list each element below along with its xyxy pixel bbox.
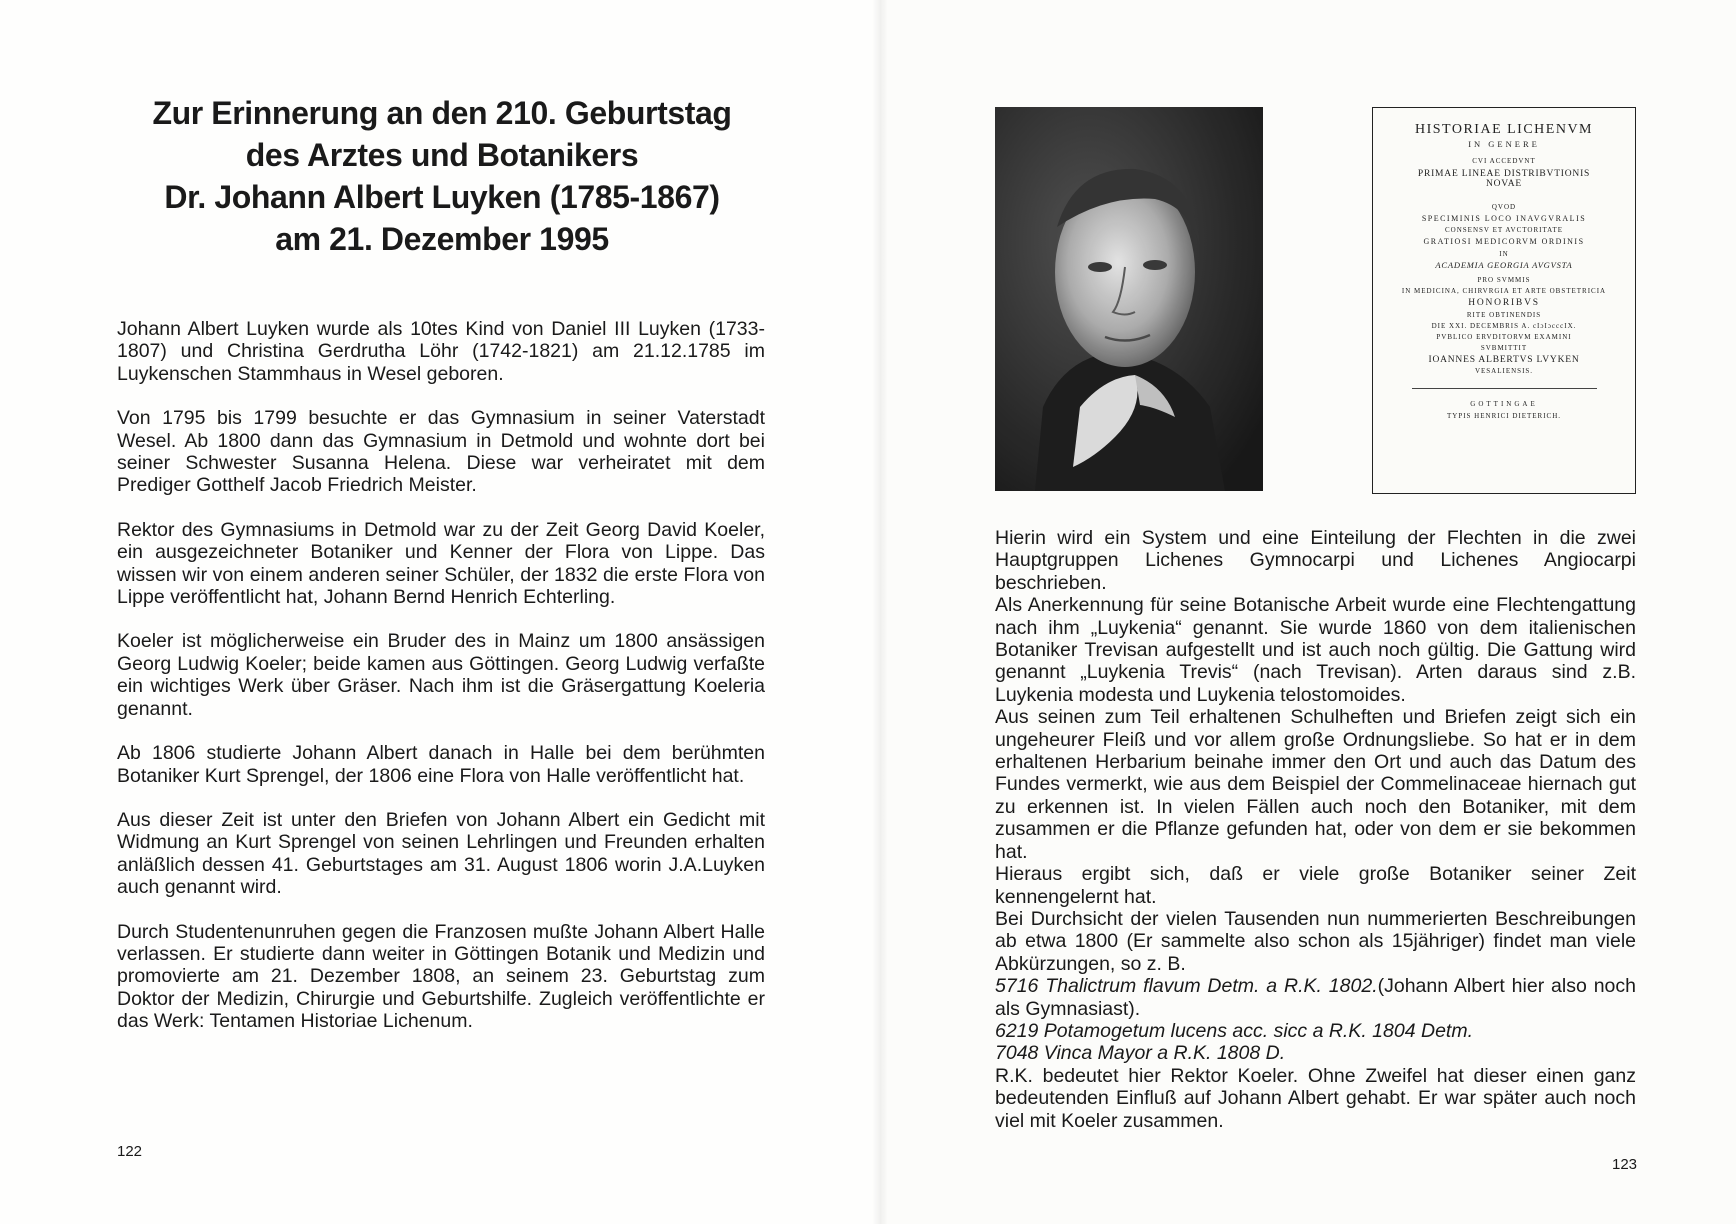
paragraph: Von 1795 bis 1799 besuchte er das Gymnasium in seiner Vaterstadt Wesel. Ab 1800 dann das Gymnasium in Detmold und wohnte dort bei seiner Schwester Susanna Helena. Diese war verheiratet mit dem Prediger Gotthelf Jacob Friedrich Meister. [117,407,765,497]
article-title [117,92,767,260]
title-page-line: IN GENERE [1468,139,1540,149]
title-page-line: IN [1499,250,1509,258]
example-entry [995,975,1636,1020]
paragraph: Hierin wird ein System und eine Einteilung der Flechten in die zwei Hauptgruppen Lichenes Gymnocarpi und Lichenes Angiocarpi beschrieben. [995,527,1636,594]
title-page-line: ACADEMIA GEORGIA AVGVSTA [1435,260,1573,270]
book-title-page [1372,107,1636,494]
title-page-line: DIE XXI. DECEMBRIS A. cIɔIɔcccIX. [1431,322,1577,330]
left-text-column [117,318,765,1055]
page-number-left: 122 [117,1143,143,1160]
title-page-line: SVBMITTIT [1480,344,1528,352]
title-page-line: IOANNES ALBERTVS LVYKEN [1428,355,1580,365]
title-line: des Arztes und Botanikers [245,137,639,173]
title-line: am 21. Dezember 1995 [275,221,609,257]
paragraph: Durch Studentenunruhen gegen die Franzosen mußte Johann Albert Halle verlassen. Er studierte dann weiter in Göttingen Botanik und Medizin und promovierte am 21. Dezember 1808, an seinem 23. Geburtstag zum Doktor der Medizin, Chirurgie und Geburtshilfe. Zugleich veröffentlichte er das Werk: Tentamen Historiae Lichenum. [117,920,765,1033]
paragraph: Ab 1806 studierte Johann Albert danach in Halle bei dem berühmten Botaniker Kurt Sprengel, der 1806 eine Flora von Halle veröffentlicht hat. [117,742,765,787]
paragraph: Aus seinen zum Teil erhaltenen Schulheften und Briefen zeigt sich ein ungeheurer Fleiß und vor allem große Ordnungsliebe. So hat er in dem erhaltenen Herbarium beinahe immer den Ort und auch das Datum des Fundes vermerkt, wie aus dem Beispiel der Commelinaceae hiernach gut zu erkennen ist. In vielen Fällen auch noch den Botaniker, mit dem zusammen er die Pflanze gefunden hat, oder von dem er sie bekommen hat. [995,706,1636,863]
title-page-line: PVBLICO ERVDITORVM EXAMINI [1436,333,1572,341]
title-page-line: SPECIMINIS LOCO INAVGVRALIS [1421,214,1587,223]
paragraph: Als Anerkennung für seine Botanische Arbeit wurde eine Flechtengattung nach ihm „Luykenia“ genannt. Sie wurde 1860 von dem italienischen Botaniker Trevisan aufgestellt und ist auch noch gültig. Die Gattung wird genannt „Luykenia Trevis“ (nach Trevisan). Arten daraus sind z.B. Luykenia modesta und Luykenia telostomoides. [995,594,1636,706]
paragraph: Bei Durchsicht der vielen Tausenden nun nummerierten Beschreibungen ab etwa 1800 (Er sammelte also schon als 15jähriger) findet man viele Abkürzungen, so z. B. [995,907,1636,975]
title-page-line: VESALIENSIS. [1474,367,1534,375]
page-gutter [872,0,888,1224]
title-page-line: GRATIOSI MEDICORVM ORDINIS [1423,237,1585,246]
paragraph: Rektor des Gymnasiums in Detmold war zu der Zeit Georg David Koeler, ein ausgezeichneter Botaniker und Kenner der Flora von Lippe. Das wissen wir von einem anderen seiner Schüler, der 1832 die erste Flora von Lippe veröffentlicht hat, Johann Bernd Henrich Echterling. [117,518,765,609]
paragraph: R.K. bedeutet hier Rektor Koeler. Ohne Zweifel hat dieser einen ganz bedeutenden Einfluß auf Johann Albert gehabt. Er war später auch noch viel mit Koeler zusammen. [995,1064,1636,1132]
title-page-line: PRO SVMMIS [1477,276,1531,284]
title-page-line: CVI ACCEDVNT [1472,157,1536,165]
title-page-line: QVOD [1491,203,1517,211]
paragraph: Hieraus ergibt sich, daß er viele große Botaniker seiner Zeit kennengelernt hat. [995,863,1636,908]
title-page-line: IN MEDICINA, CHIRVRGIA ET ARTE OBSTETRICIA [1401,287,1607,295]
title-line: Dr. Johann Albert Luyken (1785-1867) [164,179,720,215]
portrait-image [995,107,1263,491]
example-entry: 7048 Vinca Mayor a R.K. 1808 D. [995,1042,1286,1065]
paragraph: Aus dieser Zeit ist unter den Briefen von Johann Albert ein Gedicht mit Widmung an Kurt Sprengel von seinen Lehrlingen und Freunden erhalten anläßlich dessen 41. Geburtstages am 31. August 1806 worin J.A.Luyken auch genannt wird. [117,808,765,899]
title-page-line: GOTTINGAE [1470,400,1538,408]
title-line: Zur Erinnerung an den 210. Geburtstag [152,95,732,131]
paragraph: Johann Albert Luyken wurde als 10tes Kind von Daniel III Luyken (1733-1807) und Christina Gerdrutha Löhr (1742-1821) am 21.12.1785 im Luykenschen Stammhaus in Wesel geboren. [117,318,765,385]
title-page-line: CONSENSV ET AVCTORITATE [1445,226,1563,234]
title-page-line: HONORIBVS [1468,298,1540,308]
page-number-right: 123 [1612,1156,1638,1173]
title-page-line: PRIMAE LINEAE DISTRIBVTIONIS [1417,169,1591,179]
paragraph: Koeler ist möglicherweise ein Bruder des in Mainz um 1800 ansässigen Georg Ludwig Koeler; beide kamen aus Göttingen. Georg Ludwig verfaßte ein wichtiges Werk über Gräser. Nach ihm ist die Gräsergattung Koeleria genannt. [117,630,765,720]
title-page-line: TYPIS HENRICI DIETERICH. [1446,412,1562,420]
right-text-column [995,527,1636,1132]
example-italic: 5716 Thalictrum flavum Detm. a R.K. 1802. [995,975,1378,998]
portrait-drawing [995,107,1263,491]
title-page-line: HISTORIAE LICHENVM [1414,122,1593,137]
example-entry: 6219 Potamogetum lucens acc. sicc a R.K. 1804 Detm. [995,1019,1473,1042]
example-note: (Johann Albert hier also noch als Gymnasiast). [995,975,1636,1020]
title-page-rule [1412,388,1597,389]
title-page-line: RITE OBTINENDIS [1466,311,1542,319]
title-page-line: NOVAE [1485,179,1523,189]
